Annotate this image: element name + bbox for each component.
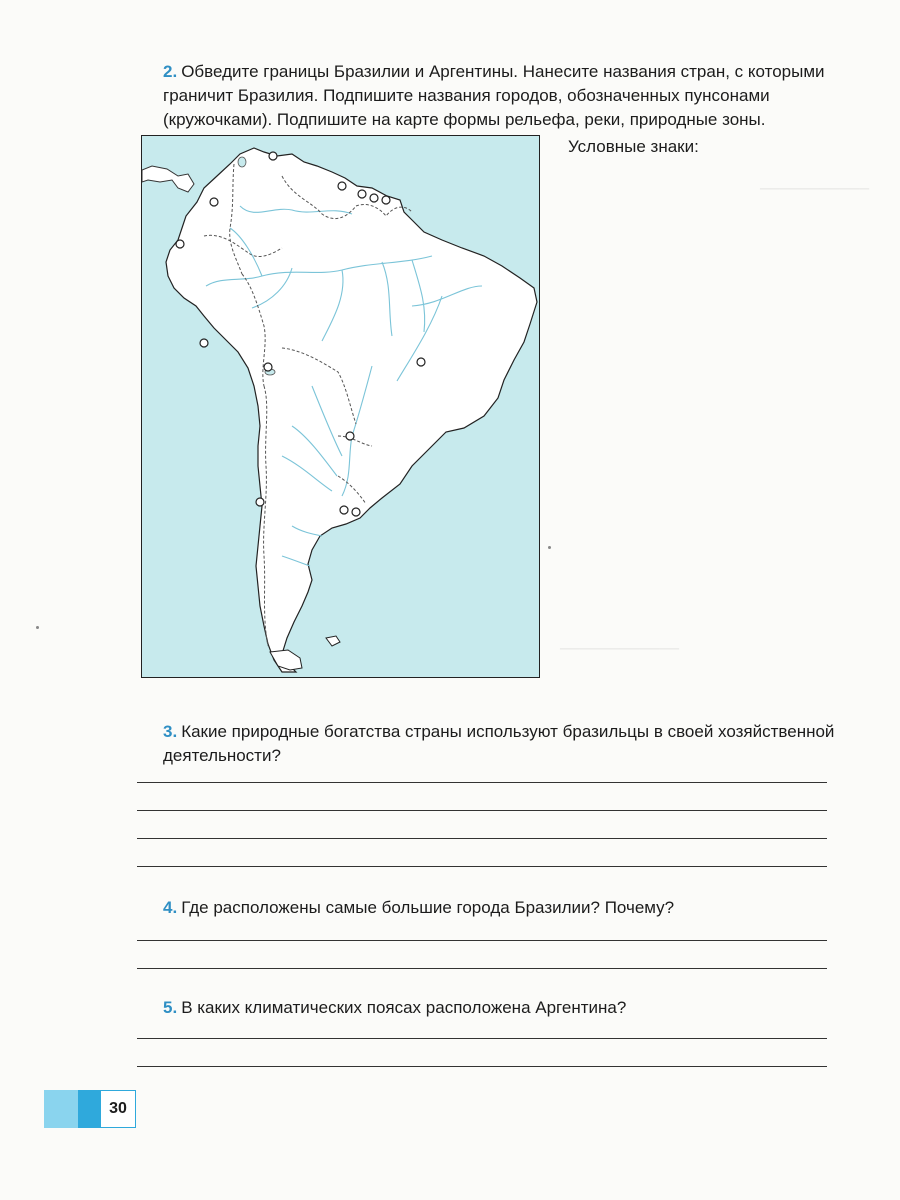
map-svg: [142, 136, 539, 677]
scan-dot: [36, 626, 39, 629]
show-through-text: ───────────: [760, 180, 870, 196]
page-tab: [44, 1090, 100, 1128]
task-text: Где расположены самые большие города Бразилии? Почему?: [181, 898, 675, 917]
falkland-islands: [326, 636, 340, 646]
task-2: [163, 60, 839, 132]
task-number: 5.: [163, 998, 178, 1017]
contour-map: [141, 135, 540, 678]
task-text: Какие природные богатства страны используют бразильцы в своей хозяйственной деятельности?: [163, 722, 835, 765]
answer-line[interactable]: [137, 1038, 827, 1039]
task-text: Обведите границы Бразилии и Аргентины. Нанесите названия стран, с которыми граничит Бразилия. Подпишите названия городов, обозначенных пунсонами (кружочками). Подпишите на карте формы рельефа, реки, природные зоны.: [163, 62, 825, 129]
task-number: 4.: [163, 898, 178, 917]
page-number: 30: [100, 1090, 136, 1128]
task-5: [163, 996, 839, 1020]
answer-line[interactable]: [137, 1066, 827, 1067]
task-4: [163, 896, 839, 920]
task-3: [163, 720, 839, 768]
answer-line[interactable]: [137, 968, 827, 969]
task-number: 2.: [163, 62, 178, 81]
scan-dot: [548, 546, 551, 549]
lake-maracaibo: [238, 157, 246, 167]
task-number: 3.: [163, 722, 178, 741]
answer-line[interactable]: [137, 838, 827, 839]
answer-line[interactable]: [137, 866, 827, 867]
answer-line[interactable]: [137, 782, 827, 783]
legend-title: Условные знаки:: [568, 137, 699, 156]
task-text: В каких климатических поясах расположена Аргентина?: [181, 998, 627, 1017]
tierra-del-fuego: [270, 650, 302, 670]
show-through-text: ────────────: [560, 640, 680, 656]
answer-line[interactable]: [137, 940, 827, 941]
central-america-land: [142, 166, 194, 192]
answer-line[interactable]: [137, 810, 827, 811]
